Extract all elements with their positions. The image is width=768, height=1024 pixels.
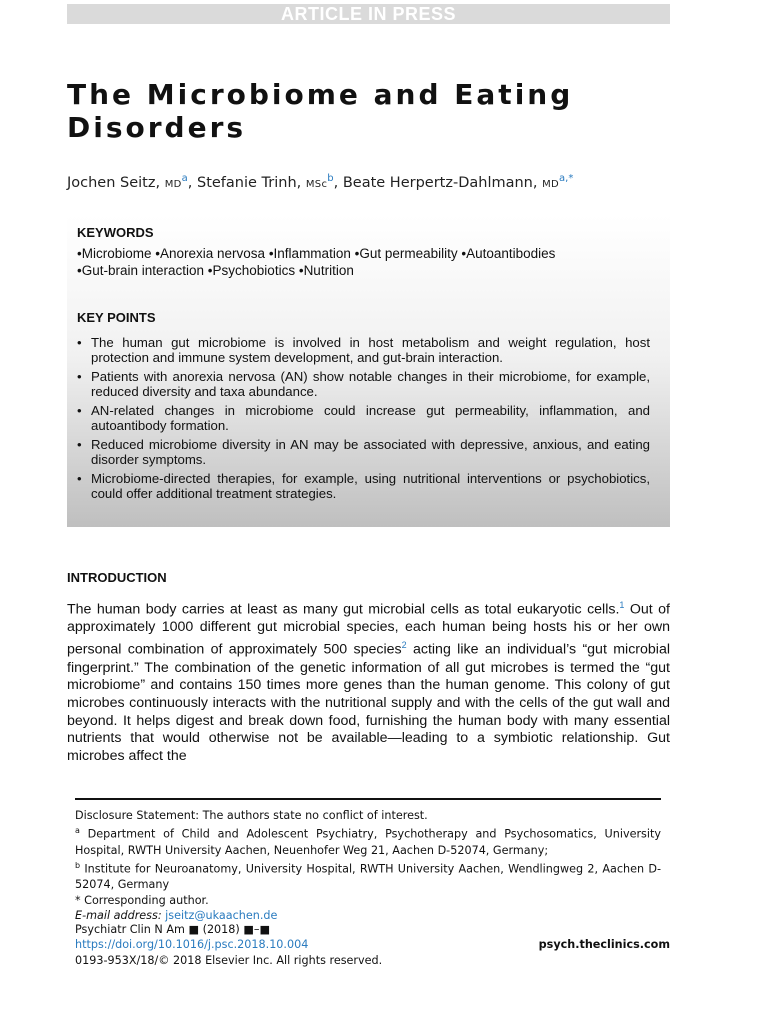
key-point-item: • The human gut microbiome is involved in host metabolism and weight regulation, host protection and immune system development, and gut-brain interaction. (77, 335, 650, 365)
affiliation-mark: a (75, 826, 80, 836)
author-degree: MD (164, 178, 182, 190)
key-point-item: • Reduced microbiome diversity in AN may be associated with depressive, anxious, and eating disorder symptoms. (77, 437, 650, 467)
keywords-line (77, 246, 555, 261)
email-line (75, 908, 661, 923)
keyword: • Inflammation (265, 246, 351, 261)
keyword: • Autoantibodies (458, 246, 556, 261)
keyword: • Anorexia nervosa (152, 246, 266, 261)
key-point-item: • Patients with anorexia nervosa (AN) show notable changes in their microbiome, for example, reduced diversity and taxa abundance. (77, 369, 650, 399)
keyword: • Gut-brain interaction (77, 263, 204, 278)
affiliation-mark[interactable]: a,* (559, 173, 574, 184)
keyword: • Psychobiotics (204, 263, 295, 278)
footnote-divider (75, 798, 661, 800)
intro-text: acting like an individual’s “gut microbial fingerprint.” The combination of the genetic information of all gut microbes is termed the “gut microbiome” and contains 150 times more genes than the human genome. This colony of gut microbes continuously interacts with the nutritional supply and with the cells of the gut wall and beyond. It helps digest and break down food, furnishing the human body with many essential nutrients that would otherwise not be available—leading to a symbiotic relationship. Gut microbes affect the (67, 641, 671, 765)
disclosure-statement: Disclosure Statement: The authors state no conflict of interest. (75, 809, 428, 822)
affiliation-a (75, 823, 661, 858)
email-label: E-mail address: (75, 908, 162, 922)
affiliation-mark[interactable]: b (327, 173, 334, 184)
keyword: • Nutrition (295, 263, 354, 278)
introduction-paragraph (67, 597, 670, 766)
affiliation-mark: b (75, 860, 81, 870)
key-points-heading: KEY POINTS (77, 310, 156, 325)
affiliation-text: Institute for Neuroanatomy, University Hospital, RWTH University Aachen, Wendlingweg 2, Aachen D-52074, Germany (75, 862, 661, 892)
footnotes (75, 808, 661, 923)
author-list (67, 173, 687, 191)
key-point-item: • Microbiome-directed therapies, for example, using nutritional interventions or psychobiotics, could offer additional treatment strategies. (77, 471, 650, 501)
reference-link[interactable]: 1 (619, 600, 625, 610)
keywords-heading: KEYWORDS (77, 225, 154, 240)
keywords-keypoints-box (67, 215, 670, 527)
key-point-item: • AN-related changes in microbiome could increase gut permeability, inflammation, and autoantibody formation. (77, 403, 650, 433)
author-name: Jochen Seitz, (67, 174, 161, 191)
author-name: Stefanie Trinh, (197, 174, 302, 191)
author-degree: MD (542, 178, 560, 190)
affiliation-b (75, 858, 661, 893)
copyright: 0193-953X/18/© 2018 Elsevier Inc. All rights reserved. (75, 953, 383, 967)
keyword: • Gut permeability (351, 246, 458, 261)
introduction-heading: INTRODUCTION (67, 570, 167, 585)
doi-link[interactable]: https://doi.org/10.1016/j.psc.2018.10.004 (75, 938, 309, 952)
journal-info (75, 922, 670, 968)
author-separator: , (187, 174, 197, 191)
journal-site[interactable]: psych.theclinics.com (538, 938, 670, 952)
author-name: Beate Herpertz-Dahlmann, (342, 174, 538, 191)
intro-text: Out of approximately 1000 different gut microbial species, each human being hosts his or her own personal combination of approximately 500 species (67, 601, 670, 658)
article-title: The Microbiome and Eating Disorders (67, 78, 574, 144)
intro-text: The human body carries at least as many gut microbial cells as total eukaryotic cells. (67, 601, 620, 618)
affiliation-text: Department of Child and Adolescent Psychiatry, Psychotherapy and Psychosomatics, University Hospital, RWTH University Aachen, Neuenhofer Weg 21, Aachen D-52074, Germany; (75, 828, 661, 857)
journal-citation: Psychiatr Clin N Am ■ (2018) ■–■ (75, 923, 271, 936)
affiliation-mark[interactable]: a (181, 173, 188, 184)
author-separator: , (333, 174, 343, 191)
email-link[interactable]: jseitz@ukaachen.de (165, 908, 278, 922)
keywords-line (77, 263, 354, 278)
reference-link[interactable]: 2 (401, 640, 407, 651)
keyword: • Microbiome (77, 246, 152, 261)
author-degree: MSc (305, 178, 328, 190)
key-points-list (77, 335, 650, 505)
corresponding-author: * Corresponding author. (75, 893, 209, 907)
article-in-press-banner: ARTICLE IN PRESS (67, 4, 670, 24)
